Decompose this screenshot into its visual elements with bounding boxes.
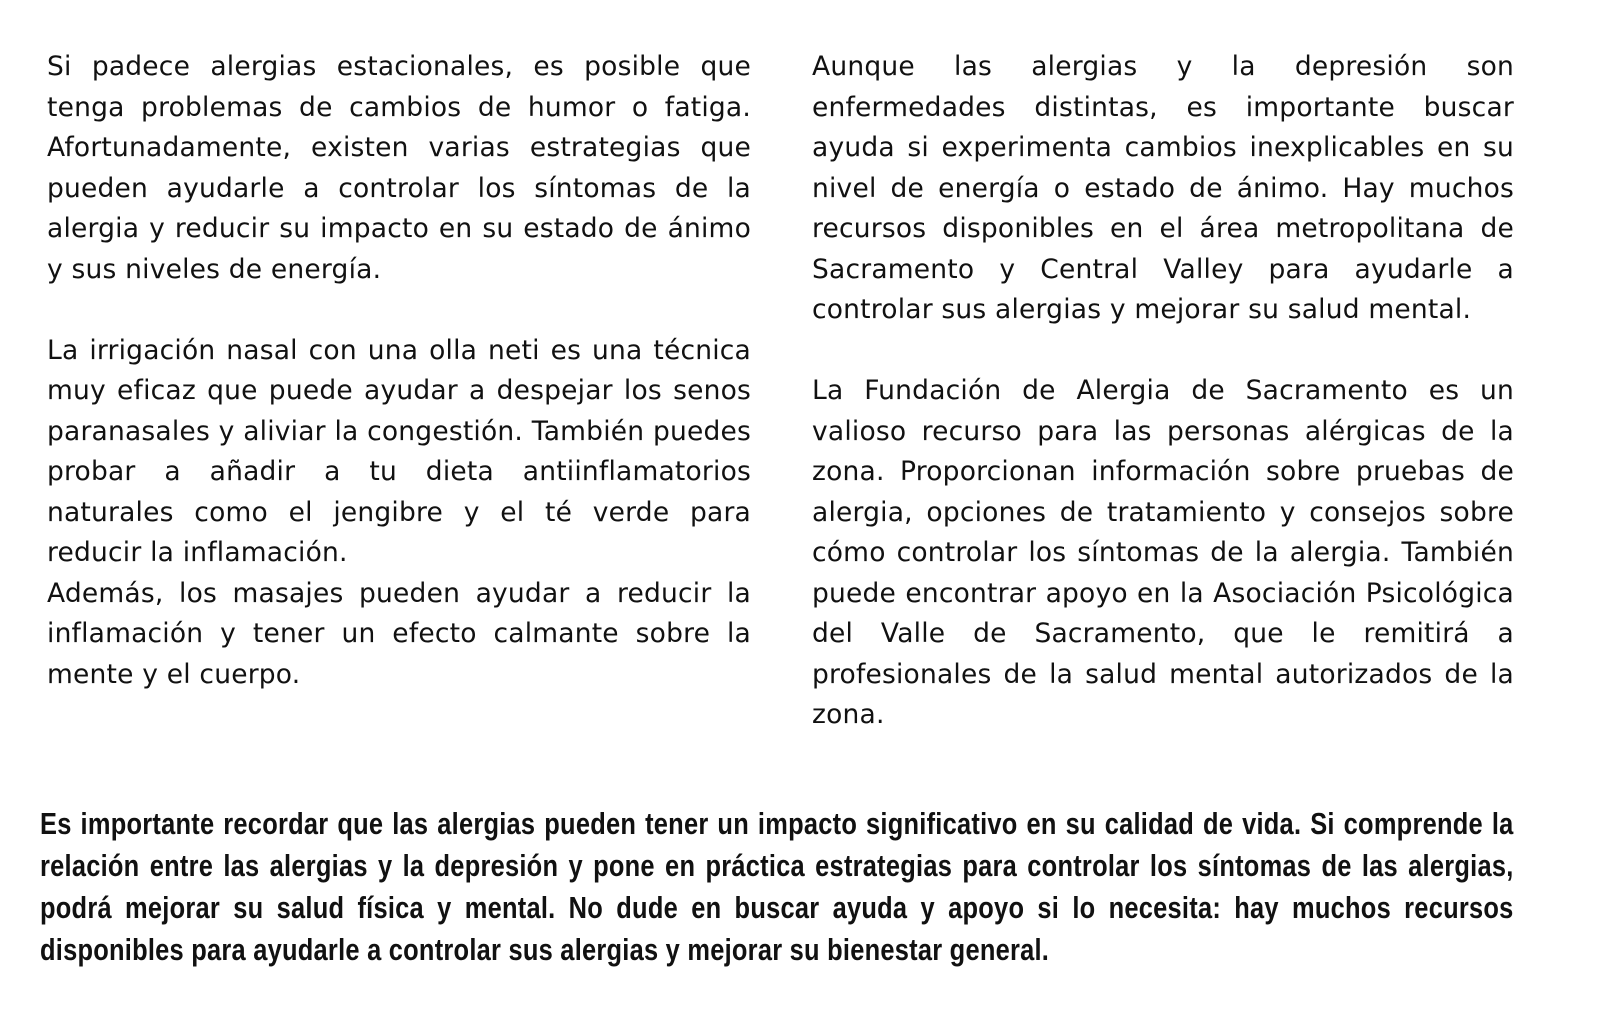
right-column	[812, 47, 1514, 736]
left-paragraph-nasal-irrigation: La irrigación nasal con una olla neti es una técnica muy eficaz que puede ayudar a despejar los senos paranasales y aliviar la congestión. También puedes probar a añadir a tu dieta antiinflamatorios naturales como el jengibre y el té verde para reducir la inflamación.	[47, 334, 751, 568]
right-paragraph-resources: Aunque las alergias y la depresión son enfermedades distintas, es importante buscar ayuda si experimenta cambios inexplicables en su nivel de energía o estado de ánimo. Hay muchos recursos disponibles en el área metropolitana de Sacramento y Central Valley para ayudarle a controlar sus alergias y mejorar su salud mental.	[812, 51, 1514, 325]
right-paragraph-foundation: La Fundación de Alergia de Sacramento es un valioso recurso para las personas alérgicas de la zona. Proporcionan información sobre pruebas de alergia, opciones de tratamiento y consejos sobre cómo controlar los síntomas de la alergia. También puede encontrar apoyo en la Asociación Psicológica del Valle de Sacramento, que le remitirá a profesionales de la salud mental autorizados de la zona.	[812, 375, 1514, 730]
left-column	[47, 47, 751, 695]
left-paragraph-massages: Además, los masajes pueden ayudar a reducir la inflamación y tener un efecto calmante sobre la mente y el cuerpo.	[47, 577, 751, 690]
conclusion-paragraph: Es importante recordar que las alergias pueden tener un impacto significativo en su calidad de vida. Si comprende la relación entre las alergias y la depresión y pone en práctica estrategias para controlar los síntomas de las alergias, podrá mejorar su salud física y mental. No dude en buscar ayuda y apoyo si lo necesita: hay muchos recursos disponibles para ayudarle a controlar sus alergias y mejorar su bienestar general.	[40, 806, 1514, 967]
left-paragraph-seasonal-allergies: Si padece alergias estacionales, es posible que tenga problemas de cambios de humor o fatiga. Afortunadamente, existen varias estrategias que pueden ayudarle a controlar los síntomas de la alergia y reducir su impacto en su estado de ánimo y sus niveles de energía.	[47, 51, 751, 285]
